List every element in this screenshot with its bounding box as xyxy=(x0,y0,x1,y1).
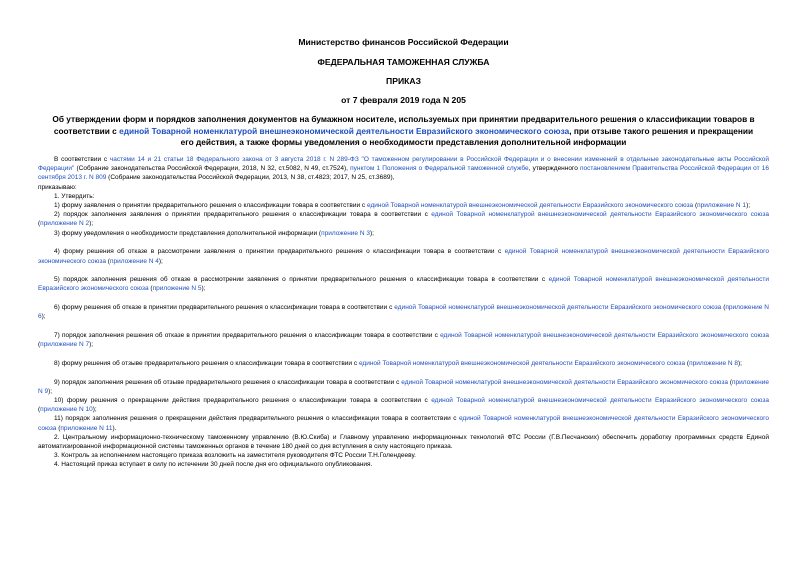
tnved-link[interactable]: единой Товарной номенклатурой внешнеэкономической деятельности Евразийского экономического союза xyxy=(394,304,722,312)
spacer xyxy=(38,238,769,248)
list-item: 5) порядок заполнения решения об отказе в рассмотрении заявления о принятии предварительного решения о классификации товара в соответствии с единой Товарной номенклатурой внешнеэкономической деятельности Евразийского экономического союза (приложение N 5); xyxy=(38,276,769,293)
appendix-link-11[interactable]: приложение N 11 xyxy=(60,424,113,432)
tnved-link[interactable]: единой Товарной номенклатурой внешнеэкономической деятельности Евразийского экономического союза xyxy=(440,332,769,340)
paragraph-2: 2. Центральному информационно-техническому таможенному управлению (В.Ю.Скиба) и Главному управлению информационных технологий ФТС России (Г.В.Песчанских) обеспечить доработку программных средств Единой автоматизированной информационной системы таможенных органов в течение 180 дней со дня вступления в силу настоящего приказа. xyxy=(38,433,769,451)
ministry-heading: Министерство финансов Российской Федерации xyxy=(298,37,509,47)
appendix-link-8[interactable]: приложение N 8 xyxy=(689,359,738,367)
spacer xyxy=(38,294,769,304)
approve-clause: 1. Утвердить: xyxy=(54,192,95,200)
paragraph-3: 3. Контроль за исполнением настоящего приказа возложить на заместителя руководителя ФТС России Т.Н.Голендееву. xyxy=(54,452,416,460)
appendix-link-5[interactable]: приложение N 5 xyxy=(152,285,202,293)
service-heading: ФЕДЕРАЛЬНАЯ ТАМОЖЕННАЯ СЛУЖБА xyxy=(317,57,490,67)
paragraph-4: 4. Настоящий приказ вступает в силу по истечении 30 дней после дня его официального опубликования. xyxy=(54,461,373,469)
title-link[interactable]: единой Товарной номенклатурой внешнеэкономической деятельности Евразийского экономического союза xyxy=(119,125,570,136)
appendix-link-1[interactable]: приложение N 1 xyxy=(697,202,747,210)
spacer xyxy=(38,266,769,276)
appendix-link-6[interactable]: приложение N 6 xyxy=(38,304,769,321)
fts-regulation-link[interactable]: пунктом 1 Положения о Федеральной таможенной службе xyxy=(350,165,529,173)
tnved-link[interactable]: единой Товарной номенклатурой внешнеэкономической деятельности Евразийского экономического союза xyxy=(38,248,769,265)
appendix-link-3[interactable]: приложение N 3 xyxy=(321,229,370,237)
list-item: 11) порядок заполнения решения о прекращении действия предварительного решения о классификации товара в соответствии с единой Товарной номенклатурой внешнеэкономической деятельности Евразийского экономического союза (приложение N 11). xyxy=(38,415,769,432)
spacer xyxy=(38,349,769,359)
list-item: 7) порядок заполнения решения об отказе в принятии предварительного решения о классификации товара в соответствии с единой Товарной номенклатурой внешнеэкономической деятельности Евразийского экономического союза (приложение N 7); xyxy=(38,332,769,349)
tnved-link[interactable]: единой Товарной номенклатурой внешнеэкономической деятельности Евразийского экономического союза xyxy=(367,202,694,210)
list-item: 2) порядок заполнения заявления о принятии предварительного решения о классификации товара в соответствии с единой Товарной номенклатурой внешнеэкономической деятельности Евразийского экономического союза (приложение N 2); xyxy=(38,211,769,228)
list-item: 1) форму заявления о принятии предварительного решения о классификации товара в соответствии с единой Товарной номенклатурой внешнеэкономической деятельности Евразийского экономического союза (приложение N 1); xyxy=(54,202,751,210)
date-number-heading: от 7 февраля 2019 года N 205 xyxy=(341,95,466,105)
appendix-link-2[interactable]: приложение N 2 xyxy=(40,220,90,228)
list-item: 8) форму решения об отзыве предварительного решения о классификации товара в соответствии с единой Товарной номенклатурой внешнеэкономической деятельности Евразийского экономического союза (приложение N 8); xyxy=(54,359,742,367)
doctype-heading: ПРИКАЗ xyxy=(386,76,421,86)
list-item: 6) форму решения об отказе в принятии предварительного решения о классификации товара в соответствии с единой Товарной номенклатурой внешнеэкономической деятельности Евразийского экономического союза (приложение N 6); xyxy=(38,304,769,321)
tnved-link[interactable]: единой Товарной номенклатурой внешнеэкономической деятельности Евразийского экономического союза xyxy=(38,415,769,432)
document-body xyxy=(38,155,769,470)
list-item: 10) форму решения о прекращении действия предварительного решения о классификации товара в соответствии с единой Товарной номенклатурой внешнеэкономической деятельности Евразийского экономического союза (приложение N 10); xyxy=(38,397,769,414)
list-item: 4) форму решения об отказе в рассмотрении заявления о принятии предварительного решения о классификации товара в соответствии с единой Товарной номенклатурой внешнеэкономической деятельности Евразийского экономического союза (приложение N 4); xyxy=(38,248,769,265)
government-decree-link[interactable]: постановлением Правительства Российской Федерации от 16 сентября 2013 г. N 809 xyxy=(38,165,769,182)
list-item: 3) форму уведомления о необходимости представления дополнительной информации (приложение N 3); xyxy=(54,229,374,237)
appendix-link-7[interactable]: приложение N 7 xyxy=(40,341,90,349)
document-title: Об утверждении форм и порядков заполнения документов на бумажном носителе, используемых при принятии предварительного решения о классификации товаров в соответствии с единой Товарной номенклатурой внешнеэкономической деятельности Евразийского экономического союза, при отзыве такого решения и прекращении его действия, а также формы уведомления о необходимости представления дополнительной информации xyxy=(52,114,755,147)
tnved-link[interactable]: единой Товарной номенклатурой внешнеэкономической деятельности Евразийского экономического союза xyxy=(431,397,769,405)
tnved-link[interactable]: единой Товарной номенклатурой внешнеэкономической деятельности Евразийского экономического союза xyxy=(38,276,769,293)
appendix-link-10[interactable]: приложение N 10 xyxy=(40,406,93,414)
list-item: 9) порядок заполнения решения об отзыве предварительного решения о классификации товара в соответствии с единой Товарной номенклатурой внешнеэкономической деятельности Евразийского экономического союза (приложение N 9); xyxy=(38,378,769,395)
federal-law-link[interactable]: частями 14 и 21 статьи 18 Федерального закона от 3 августа 2018 г. N 289-ФЗ "О таможенном регулировании в Российской Федерации и о внесении изменений в отдельные законодательные акты Российской Федерации" xyxy=(38,156,770,173)
appendix-link-4[interactable]: приложение N 4 xyxy=(109,257,159,265)
spacer xyxy=(38,368,769,378)
tnved-link[interactable]: единой Товарной номенклатурой внешнеэкономической деятельности Евразийского экономического союза xyxy=(431,211,769,219)
preamble: В соответствии с частями 14 и 21 статьи 18 Федерального закона от 3 августа 2018 г. N 289-ФЗ "О таможенном регулировании в Российской Федерации и о внесении изменений в отдельные законодательные акты Российской Федерации" (Собрание законодательства Российской Федерации, 2018, N 32, ст.5082, N 49, ст.7524), пунктом 1 Положения о Федеральной таможенной службе, утвержденного постановлением Правительства Российской Федерации от 16 сентября 2013 г. N 809 (Собрание законодательства Российской Федерации, 2013, N 38, ст.4823; 2017, N 25, ст.3689), xyxy=(38,156,770,182)
spacer xyxy=(38,322,769,332)
tnved-link[interactable]: единой Товарной номенклатурой внешнеэкономической деятельности Евразийского экономического союза xyxy=(358,359,686,367)
order-word: приказываю: xyxy=(38,183,77,191)
appendix-link-9[interactable]: приложение N 9 xyxy=(38,378,769,395)
tnved-link[interactable]: единой Товарной номенклатурой внешнеэкономической деятельности Евразийского экономического союза xyxy=(401,378,728,386)
